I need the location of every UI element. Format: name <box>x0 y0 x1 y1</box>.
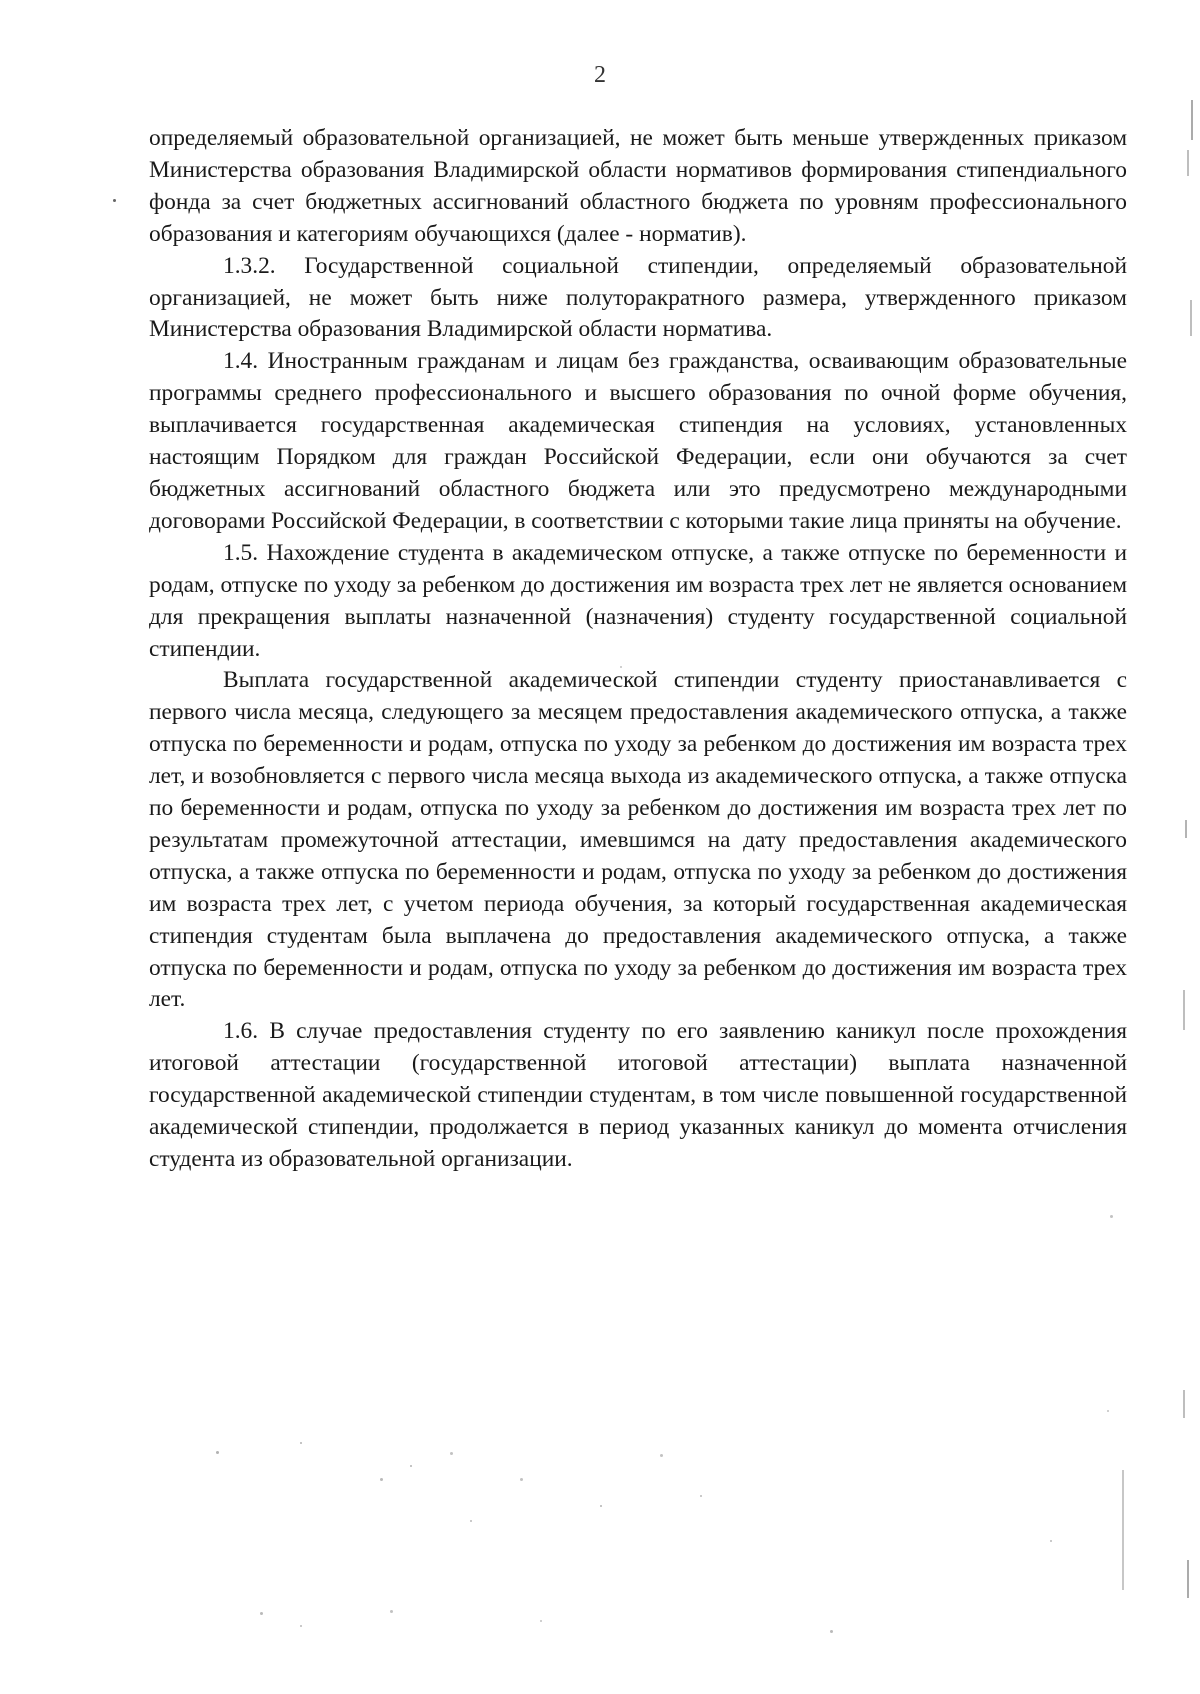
paragraph-1-3-2: 1.3.2. Государственной социальной стипендии, определяемый образовательной организацией, не может быть ниже полуторакратного размера, утвержденного приказом Министерства образования Владимирской области норматива. <box>149 252 1127 343</box>
paragraph-1-5-payment: Выплата государственной академической стипендии студенту приостанавливается с первого числа месяца, следующего за месяцем предоставления академического отпуска, а также отпуска по беременности и родам, отпуска по уходу за ребенком до достижения им возраста трех лет, и возобновляется с первого числа месяца выхода из академического отпуска, а также отпуска по беременности и родам, отпуска по уходу за ребенком до достижения им возраста трех лет по результатам промежуточной аттестации, имевшимся на дату предоставления академического отпуска, а также отпуска по беременности и родам, отпуска по уходу за ребенком до достижения им возраста трех лет, с учетом периода обучения, за который государственная академическая стипендия студентам была выплачена до предоставления академического отпуска, а также отпуска по беременности и родам, отпуска по уходу за ребенком до достижения им возраста трех лет. <box>149 667 1127 1013</box>
paragraph-continuation-1-3-1: определяемый образовательной организацией, не может быть меньше утвержденных приказом Министерства образования Владимирской области нормативов формирования стипендиального фонда за счет бюджетных ассигнований областного бюджета по уровням профессионального образования и категориям обучающихся (далее - норматив). <box>149 125 1127 247</box>
page-number: 2 <box>594 62 606 88</box>
document-body <box>149 123 1127 1176</box>
paragraph-1-6: 1.6. В случае предоставления студенту по его заявлению каникул после прохождения итоговой аттестации (государственной итоговой аттестации) выплата назначенной государственной академической стипендии студентам, в том числе повышенной государственной академической стипендии, продолжается в период указанных каникул до момента отчисления студента из образовательной организации. <box>149 1018 1127 1172</box>
paragraph-1-4: 1.4. Иностранным гражданам и лицам без гражданства, осваивающим образовательные программы среднего профессионального и высшего образования по очной форме обучения, выплачивается государственная академическая стипендия на условиях, установленных настоящим Порядком для граждан Российской Федерации, если они обучаются за счет бюджетных ассигнований областного бюджета или это предусмотрено международными договорами Российской Федерации, в соответствии с которыми такие лица приняты на обучение. <box>149 348 1127 534</box>
paragraph-1-5: 1.5. Нахождение студента в академическом отпуске, а также отпуске по беременности и родам, отпуске по уходу за ребенком до достижения им возраста трех лет не является основанием для прекращения выплаты назначенной (назначения) студенту государственной социальной стипендии. <box>149 539 1127 662</box>
